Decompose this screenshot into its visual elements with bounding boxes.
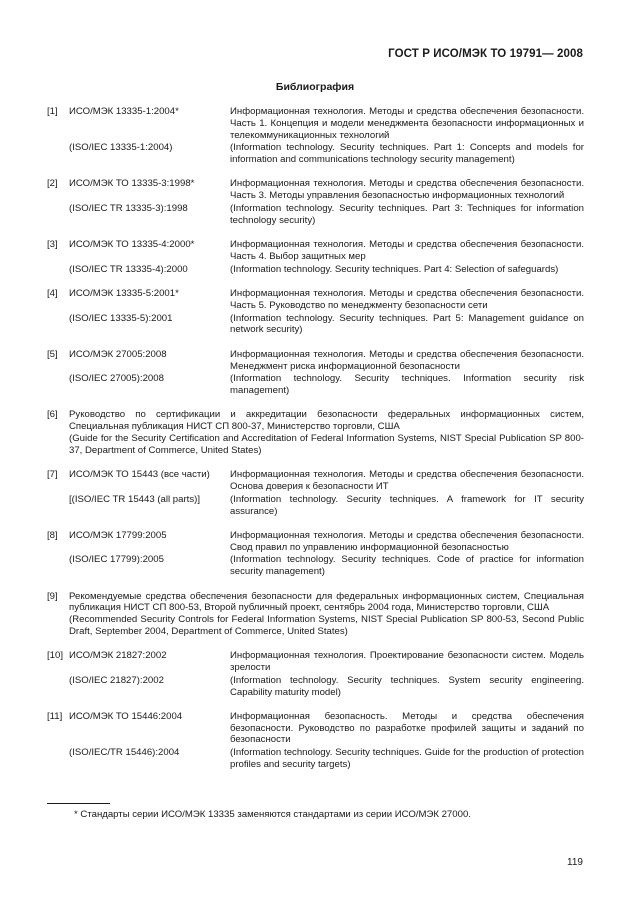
entry-number: [11] [47,710,63,722]
entry-desc-ru: Информационная безопасность. Методы и средства обеспечения безопасности. Руководство по разработке профилей защиты и заданий по безопасности [230,710,584,746]
entry-code-ru: ИСО/МЭК 17799:2005 [69,529,167,541]
entry-code-ru: ИСО/МЭК ТО 15443 (все части) [69,469,210,481]
footnote: * Стандарты серии ИСО/МЭК 13335 заменяются стандартами из серии ИСО/МЭК 27000. [74,809,471,820]
entry-number: [6] [47,409,58,421]
entry-number: [10] [47,650,64,662]
entry-desc-en: (Information technology. Security techniques. Part 5: Management guidance on network security) [230,312,584,336]
entry-code-en: (ISO/IEC 13335-5):2001 [69,312,173,324]
entry-number: [8] [47,529,58,541]
entry-desc-ru: Информационная технология. Методы и средства обеспечения безопасности. Свод правил по управлению информационной безопасностью [230,529,584,553]
bibliography-list [47,106,584,783]
bib-entry-4 [47,288,584,336]
entry-code-ru: ИСО/МЭК 13335-1:2004* [69,106,179,117]
bib-entry-1 [47,106,584,166]
entry-desc-ru: Информационная технология. Проектирование безопасности систем. Модель зрелости [230,650,584,673]
entry-desc-en: (Information technology. Security techniques. A framework for IT security assurance) [230,493,584,517]
entry-code-ru: ИСО/МЭК ТО 13335-3:1998* [69,178,195,190]
entry-number: [9] [47,590,58,602]
entry-desc-en: (Information technology. Security techniques. System security engineering. Capability maturity model) [230,674,584,698]
entry-code-en: [(ISO/IEC TR 15443 (all parts)] [69,493,200,505]
entry-code-en: (ISO/IEC 21827):2002 [69,674,164,686]
footnote-divider [47,803,110,804]
entry-code-en: (ISO/IEC TR 13335-4):2000 [69,263,188,275]
entry-number: [2] [47,178,58,190]
entry-code-ru: ИСО/МЭК ТО 15446:2004 [69,710,183,722]
bib-entry-3 [47,239,584,275]
entry-code-en: (ISO/IEC/TR 15446):2004 [69,747,180,759]
entry-code-en: (ISO/IEC 27005):2008 [69,373,164,385]
entry-code-en: (ISO/IEC TR 13335-3):1998 [69,203,188,215]
entry-number: [4] [47,288,58,300]
entry-number: [7] [47,469,58,481]
bib-entry-5 [47,349,584,397]
entry-code-en: (ISO/IEC 13335-1:2004) [69,142,173,154]
bibliography-title: Библиография [275,81,355,93]
entry-desc-en: (Information technology. Security techniques. Part 4: Selection of safeguards) [230,263,559,275]
bib-entry-11 [47,711,584,771]
entry-desc-en: (Information technology. Security techniques. Part 3: Techniques for information technology security) [230,203,584,226]
page-number: 119 [567,857,583,868]
entry-desc-en: (Information technology. Security techniques. Guide for the production of protection profiles and security targets) [230,747,584,771]
entry-desc-ru: Информационная технология. Методы и средства обеспечения безопасности. Часть 4. Выбор защитных мер [230,239,584,262]
entry-code-ru: ИСО/МЭК 21827:2002 [69,650,167,662]
entry-desc-ru: Информационная технология. Методы и средства обеспечения безопасности. Часть 3. Методы управления безопасностью информационных технологий [230,178,584,202]
entry-code-ru: ИСО/МЭК 13335-5:2001* [69,288,179,300]
entry-desc-ru: Информационная технология. Методы и средства обеспечения безопасности. Менеджмент риска информационной безопасности [230,348,584,372]
entry-text-en: (Guide for the Security Certification and Accreditation of Federal Information Systems, NIST Special Publication SP 800-37, Department of Commerce, United States) [69,433,584,456]
entry-desc-ru: Информационная технология. Методы и средства обеспечения безопасности. Основа доверия к безопасности ИТ [230,469,584,492]
entry-text-ru: Руководство по сертификации и аккредитации безопасности федеральных информационных систем, Специальная публикация НИСТ СП 800-37, Министерство торговли, США [69,409,584,433]
entry-number: [3] [47,239,58,251]
entry-code-en: (ISO/IEC 17799):2005 [69,554,164,566]
entry-number: [5] [47,348,58,360]
entry-desc-en: (Information technology. Security techniques. Information security risk management) [230,373,584,397]
entry-text-en: (Recommended Security Controls for Federal Information Systems, NIST Special Publication SP 800-53, Second Public Draft, September 2004, Department of Commerce, United States) [69,614,584,637]
bib-entry-9 [47,591,584,638]
entry-text-ru: Рекомендуемые средства обеспечения безопасности для федеральных информационных систем, Специальная публикация НИСТ СП 800-53, Второй публичный проект, сентябрь 2004 года, Министерство торговли, США [69,590,584,614]
bib-entry-6 [47,409,584,456]
entry-desc-en: (Information technology. Security techniques. Part 1: Concepts and models for information and communications technology security management) [230,142,584,166]
entry-number: [1] [47,106,58,117]
entry-code-ru: ИСО/МЭК 27005:2008 [69,348,167,360]
entry-desc-ru: Информационная технология. Методы и средства обеспечения безопасности. Часть 1. Концепция и модели менеджмента безопасности информационных и телекоммуникационных технологий [230,106,584,141]
bib-entry-10 [47,650,584,698]
bib-entry-8 [47,530,584,578]
entry-code-ru: ИСО/МЭК ТО 13335-4:2000* [69,239,195,251]
bib-entry-7 [47,469,584,517]
entry-desc-en: (Information technology. Security techniques. Code of practice for information security management) [230,554,584,578]
entry-desc-ru: Информационная технология. Методы и средства обеспечения безопасности. Часть 5. Руководство по менеджменту безопасности сети [230,288,584,311]
document-header: ГОСТ Р ИСО/МЭК ТО 19791— 2008 [388,48,583,60]
bib-entry-2 [47,178,584,226]
